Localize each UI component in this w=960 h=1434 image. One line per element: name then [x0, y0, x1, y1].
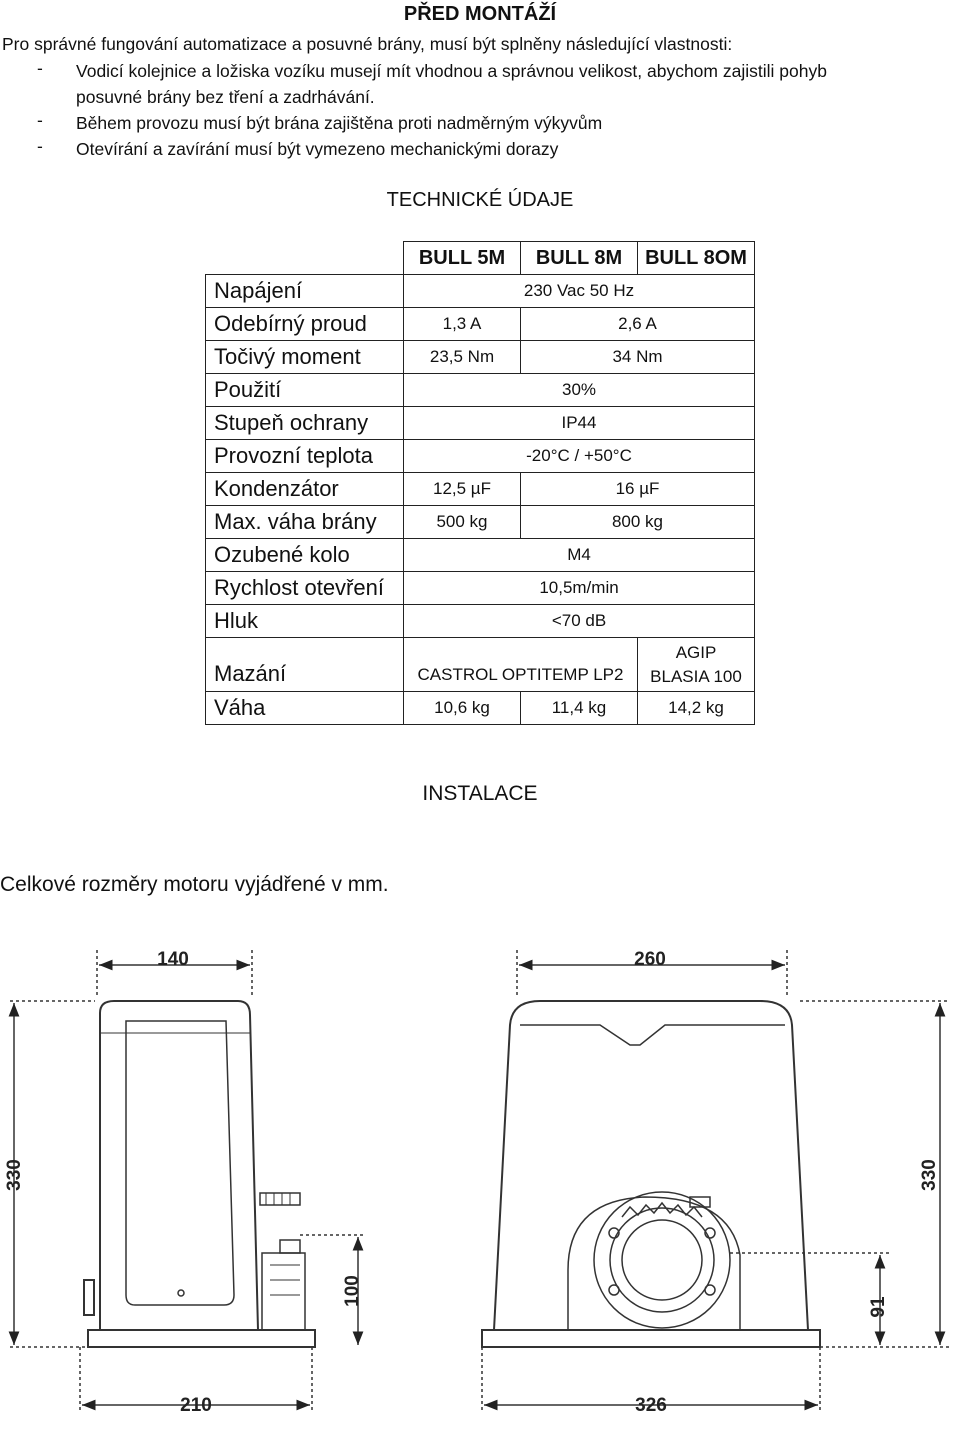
cell-value: 14,2 kg — [638, 692, 755, 725]
row-label: Stupeň ochrany — [206, 407, 404, 440]
cell-value: 12,5 µF — [404, 473, 521, 506]
cell-value: IP44 — [404, 407, 755, 440]
row-label: Odebírný proud — [206, 308, 404, 341]
table-row — [206, 539, 755, 572]
cell-value: <70 dB — [404, 605, 755, 638]
install-title: INSTALACE — [422, 782, 538, 805]
cell-value: CASTROL OPTITEMP LP2 — [404, 638, 638, 692]
row-label: Hluk — [206, 605, 404, 638]
table-row — [206, 440, 755, 473]
table-row — [206, 308, 755, 341]
dim-front-top-width: 260 — [634, 949, 666, 970]
row-label: Napájení — [206, 275, 404, 308]
table-row — [206, 605, 755, 638]
row-label: Mazání — [206, 638, 404, 692]
cell-line: AGIP — [675, 642, 717, 662]
cell-line: BLASIA 100 — [650, 666, 742, 686]
cell-value: 1,3 A — [404, 308, 521, 341]
table-row — [206, 374, 755, 407]
side-view — [10, 950, 365, 1413]
table-row — [206, 341, 755, 374]
dim-front-gear-height: 91 — [868, 1296, 889, 1318]
cell-value: 10,5m/min — [404, 572, 755, 605]
dim-front-base-width: 326 — [635, 1395, 667, 1416]
page-heading: PŘED MONTÁŽÍ — [403, 3, 557, 25]
row-label: Váha — [206, 692, 404, 725]
header-bull-8om: BULL 8OM — [638, 242, 755, 275]
cell-value: 2,6 A — [521, 308, 755, 341]
bullet-dash: - — [37, 110, 43, 130]
bullet-text: Otevírání a zavírání musí být vymezeno mechanickými dorazy — [76, 139, 559, 159]
cell-value: 230 Vac 50 Hz — [404, 275, 755, 308]
table-row — [206, 638, 755, 692]
motor-dimension-drawing — [0, 935, 960, 1434]
table-row — [206, 275, 755, 308]
tech-title: TECHNICKÉ ÚDAJE — [386, 189, 574, 211]
cell-value: 500 kg — [404, 506, 521, 539]
dim-side-top-width: 140 — [157, 949, 189, 970]
row-label: Provozní teplota — [206, 440, 404, 473]
dimensions-caption: Celkové rozměry motoru vyjádřené v mm. — [0, 873, 389, 896]
row-label: Rychlost otevření — [206, 572, 404, 605]
cell-value: 30% — [404, 374, 755, 407]
dim-side-gear-height: 100 — [342, 1275, 363, 1307]
table-row — [206, 473, 755, 506]
row-label: Ozubené kolo — [206, 539, 404, 572]
specs-table — [205, 241, 755, 725]
requirements-list — [0, 58, 960, 168]
cell-value: 16 µF — [521, 473, 755, 506]
cell-value: -20°C / +50°C — [404, 440, 755, 473]
table-header-row — [206, 242, 755, 275]
dim-side-base-width: 210 — [180, 1395, 212, 1416]
cell-value — [638, 638, 755, 692]
cell-value: 34 Nm — [521, 341, 755, 374]
front-view — [482, 950, 950, 1413]
row-label: Kondenzátor — [206, 473, 404, 506]
row-label: Použití — [206, 374, 404, 407]
table-row — [206, 572, 755, 605]
cell-value: 800 kg — [521, 506, 755, 539]
bullet-dash: - — [37, 58, 43, 78]
dim-front-height: 330 — [919, 1159, 940, 1191]
bullet-text: Během provozu musí být brána zajištěna proti nadměrným výkyvům — [76, 113, 603, 133]
row-label: Točivý moment — [206, 341, 404, 374]
cell-value: 10,6 kg — [404, 692, 521, 725]
header-bull-5m: BULL 5M — [404, 242, 521, 275]
bullet-text-cont: posuvné brány bez tření a zadrhávání. — [76, 87, 375, 107]
cell-value: 11,4 kg — [521, 692, 638, 725]
table-row — [206, 407, 755, 440]
intro-text: Pro správné fungování automatizace a posuvné brány, musí být splněny následující vlastnosti: — [2, 34, 733, 54]
row-label: Max. váha brány — [206, 506, 404, 539]
table-row — [206, 692, 755, 725]
cell-value: 23,5 Nm — [404, 341, 521, 374]
bullet-text: Vodicí kolejnice a ložiska vozíku musejí mít vhodnou a správnou velikost, abychom zajistili pohyb — [76, 61, 827, 81]
header-bull-8m: BULL 8M — [521, 242, 638, 275]
cell-value: M4 — [404, 539, 755, 572]
bullet-dash: - — [37, 136, 43, 156]
dim-side-height: 330 — [4, 1159, 25, 1191]
table-row — [206, 506, 755, 539]
